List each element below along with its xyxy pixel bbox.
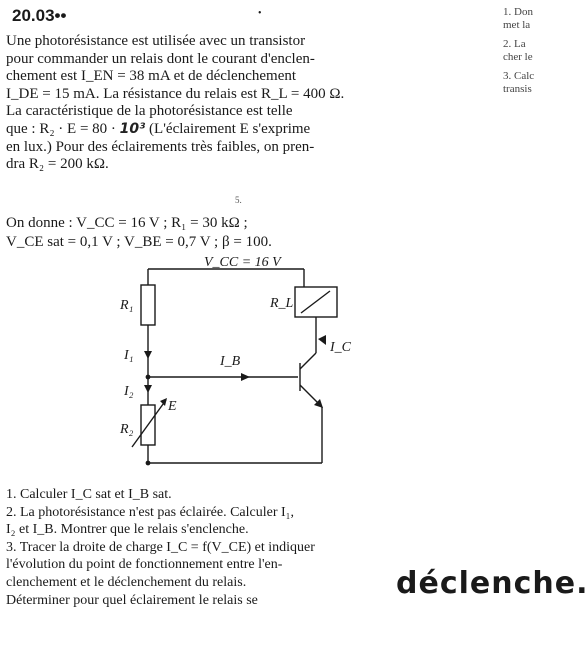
i1-label: I₁	[124, 348, 134, 363]
given-line: On donne : V_CC = 16 V ; R₁ = 30 kΩ ;	[6, 215, 248, 231]
r1-label: R₁	[120, 298, 134, 313]
intro-line: pour commander un relais dont le courant d'enclen-	[6, 50, 315, 67]
intro-line: que : R₂ · E = 80 ·	[6, 120, 116, 137]
photoresistor-arrow	[132, 400, 166, 447]
junction-dot	[146, 461, 151, 466]
i1-arrow	[144, 351, 152, 359]
r2-label: R₂	[120, 422, 134, 437]
question-line: clenchement et le déclenchement du relais.	[6, 574, 247, 590]
vcc-label: V_CC = 16 V	[204, 255, 281, 270]
r1-resistor	[141, 285, 155, 325]
right-line: 1. Don	[503, 6, 533, 18]
handwritten-exponent: 10³	[119, 120, 146, 137]
i2-arrow	[144, 385, 152, 393]
junction-dot	[146, 375, 151, 380]
rl-label: R_L	[270, 296, 294, 311]
right-column-cutoff	[503, 6, 534, 96]
i2-label: I₂	[124, 384, 134, 399]
transistor-collector	[300, 353, 316, 369]
circuit-diagram	[90, 255, 351, 477]
e-label: E	[168, 399, 177, 414]
question-line: 1. Calculer I_C sat et I_B sat.	[6, 487, 172, 502]
intro-line-continuation: (L'éclairement E s'exprime	[149, 120, 311, 137]
ic-label: I_C	[330, 340, 351, 355]
questions	[6, 486, 376, 609]
intro-line-with-exponent	[6, 121, 361, 139]
intro-line: Une photorésistance est utilisée avec un transistor	[6, 33, 306, 49]
exercise-intro	[6, 33, 361, 174]
stray-dot: •	[258, 8, 262, 19]
right-line: 3. Calc	[503, 70, 535, 82]
question-line: I₂ et I_B. Montrer que le relais s'enclenche.	[6, 522, 249, 538]
question-line: 3. Tracer la droite de charge I_C = f(V_CE) et indiquer	[6, 539, 315, 555]
question-line: 2. La photorésistance n'est pas éclairée. Calculer I₁,	[6, 504, 295, 520]
relay-coil-slash	[301, 291, 330, 313]
given-line: V_CE sat = 0,1 V ; V_BE = 0,7 V ; β = 100.	[6, 234, 272, 250]
right-line: transis	[503, 83, 532, 95]
question-line: Déterminer pour quel éclairement le relais se	[6, 592, 258, 608]
intro-line: La caractéristique de la photorésistance est telle	[6, 103, 293, 120]
ib-label: I_B	[220, 354, 241, 369]
intro-line: dra R₂ = 200 kΩ.	[6, 156, 109, 173]
exercise-number: 20.03••	[12, 6, 67, 25]
right-line: met la	[503, 19, 531, 31]
right-line: cher le	[503, 51, 533, 63]
intro-line: en lux.) Pour des éclairements très faibles, on pren-	[6, 138, 315, 155]
photoresistor-arrowhead	[160, 398, 167, 406]
margin-mark: 5.	[235, 195, 242, 205]
question-line: l'évolution du point de fonctionnement entre l'en-	[6, 557, 283, 573]
right-line: 2. La	[503, 38, 526, 50]
intro-line: I_DE = 15 mA. La résistance du relais est R_L = 400 Ω.	[6, 85, 345, 102]
ic-arrow	[318, 335, 326, 345]
handwritten-word: déclenche.	[396, 566, 588, 601]
ib-arrow	[241, 373, 250, 381]
intro-line: chement est I_EN = 38 mA et de déclenchement	[6, 68, 297, 85]
given-values	[6, 214, 272, 252]
